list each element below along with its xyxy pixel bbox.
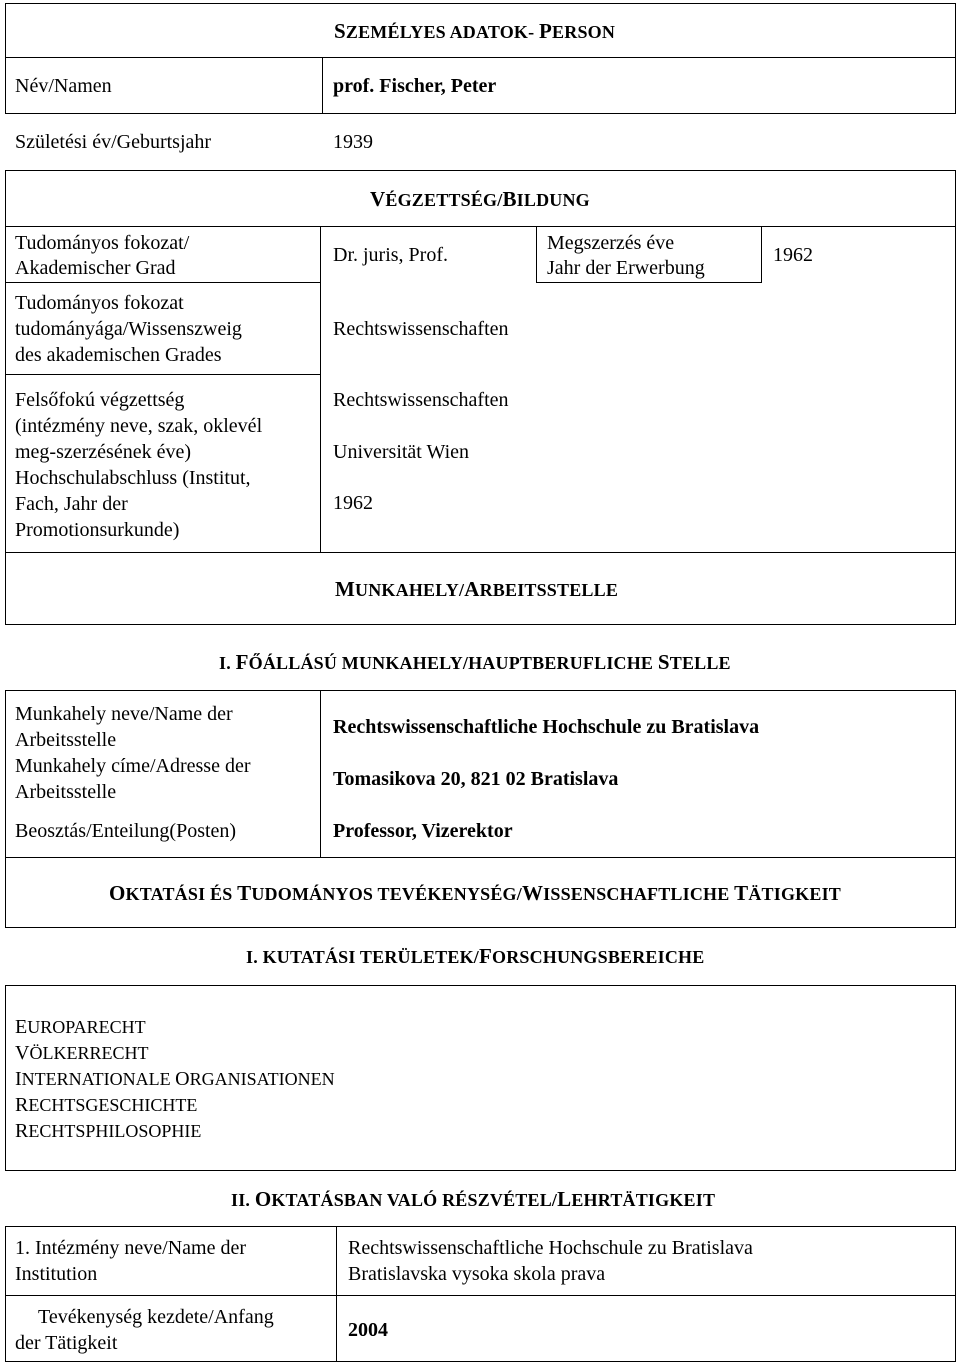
acquisition-label-line2: Jahr der Erwerbung xyxy=(547,257,705,279)
institution-value-line2: Bratislavska vysoka skola prava xyxy=(348,1263,606,1285)
main-job-subtitle: I. FŐÁLLÁSÚ MUNKAHELY/HAUPTBERUFLICHE STELLE xyxy=(219,650,731,674)
higher-edu-label-line4: Hochschulabschluss (Institut, xyxy=(15,467,251,489)
acquisition-label-line1: Megszerzés éve xyxy=(547,232,675,254)
institution-value-line1: Rechtswissenschaftliche Hochschule zu Bratislava xyxy=(348,1237,753,1259)
degree-label-line2: Akademischer Grad xyxy=(15,257,176,279)
position-label: Beosztás/Enteilung(Posten) xyxy=(15,820,237,842)
degree-value: Dr. juris, Prof. xyxy=(333,244,448,266)
position-value: Professor, Vizerektor xyxy=(333,820,513,842)
birth-value: 1939 xyxy=(333,131,373,153)
workplace-name-label-line2: Arbeitsstelle xyxy=(15,729,117,751)
workplace-address-value: Tomasikova 20, 821 02 Bratislava xyxy=(333,768,619,790)
name-label: Név/Namen xyxy=(15,75,112,97)
field-value: Rechtswissenschaften xyxy=(333,318,509,340)
workplace-name-label-line1: Munkahely neve/Name der xyxy=(15,703,233,725)
research-area-item: RECHTSGESCHICHTE xyxy=(15,1094,198,1116)
start-label-line2: der Tätigkeit xyxy=(15,1332,118,1354)
research-subtitle: I. KUTATÁSI TERÜLETEK/FORSCHUNGSBEREICHE xyxy=(246,944,705,968)
degree-label-line1: Tudományos fokozat/ xyxy=(15,232,190,254)
institution-label-line1: 1. Intézmény neve/Name der xyxy=(15,1237,247,1259)
workplace-address-label-line2: Arbeitsstelle xyxy=(15,781,117,803)
education-row-divider-1 xyxy=(5,282,320,283)
teaching-subtitle: II. OKTATÁSBAN VALÓ RÉSZVÉTEL/LEHRTÄTIGKEIT xyxy=(231,1187,716,1211)
workplace-address-label-line1: Munkahely címe/Adresse der xyxy=(15,755,251,777)
research-area-item: INTERNATIONALE ORGANISATIONEN xyxy=(15,1068,335,1090)
education-row-divider-2 xyxy=(5,374,320,375)
teaching-col-divider xyxy=(336,1226,337,1362)
birth-label: Születési év/Geburtsjahr xyxy=(15,131,212,153)
higher-edu-label-line2: (intézmény neve, szak, oklevél xyxy=(15,415,263,437)
higher-edu-label-line5: Fach, Jahr der xyxy=(15,493,128,515)
workplace-name-value: Rechtswissenschaftliche Hochschule zu Bratislava xyxy=(333,716,760,738)
research-area-item: EUROPARECHT xyxy=(15,1016,146,1038)
higher-edu-field: Rechtswissenschaften xyxy=(333,389,509,411)
higher-edu-label-line1: Felsőfokú végzettség xyxy=(15,389,185,411)
research-area-item: RECHTSPHILOSOPHIE xyxy=(15,1120,202,1142)
research-area-item: VÖLKERRECHT xyxy=(15,1042,149,1064)
field-label-line3: des akademischen Grades xyxy=(15,344,222,366)
higher-edu-year: 1962 xyxy=(333,492,373,514)
institution-label-line2: Institution xyxy=(15,1263,98,1285)
research-areas-list xyxy=(15,1014,335,1144)
start-value: 2004 xyxy=(348,1319,388,1341)
workplace-col-divider xyxy=(320,690,321,858)
start-label-line1: Tevékenység kezdete/Anfang xyxy=(38,1306,274,1328)
field-label-line2: tudományága/Wissenszweig xyxy=(15,318,242,340)
higher-edu-label-line6: Promotionsurkunde) xyxy=(15,519,180,541)
education-col-divider xyxy=(320,226,321,553)
workplace-section-title: MUNKAHELY/ARBEITSSTELLE xyxy=(335,577,619,601)
field-label-line1: Tudományos fokozat xyxy=(15,292,184,314)
acquisition-year: 1962 xyxy=(773,244,813,266)
higher-edu-institution: Universität Wien xyxy=(333,441,470,463)
personal-section-title: SZEMÉLYES ADATOK- PERSON xyxy=(334,19,616,43)
teaching-row-divider xyxy=(5,1295,956,1296)
activity-section-title: OKTATÁSI ÉS TUDOMÁNYOS TEVÉKENYSÉG/WISSENSCHAFTLICHE TÄTIGKEIT xyxy=(109,881,841,905)
name-value: prof. Fischer, Peter xyxy=(333,75,497,97)
education-section-title: VÉGZETTSÉG/BILDUNG xyxy=(370,187,590,211)
higher-edu-label-line3: meg-szerzésének éve) xyxy=(15,441,191,463)
